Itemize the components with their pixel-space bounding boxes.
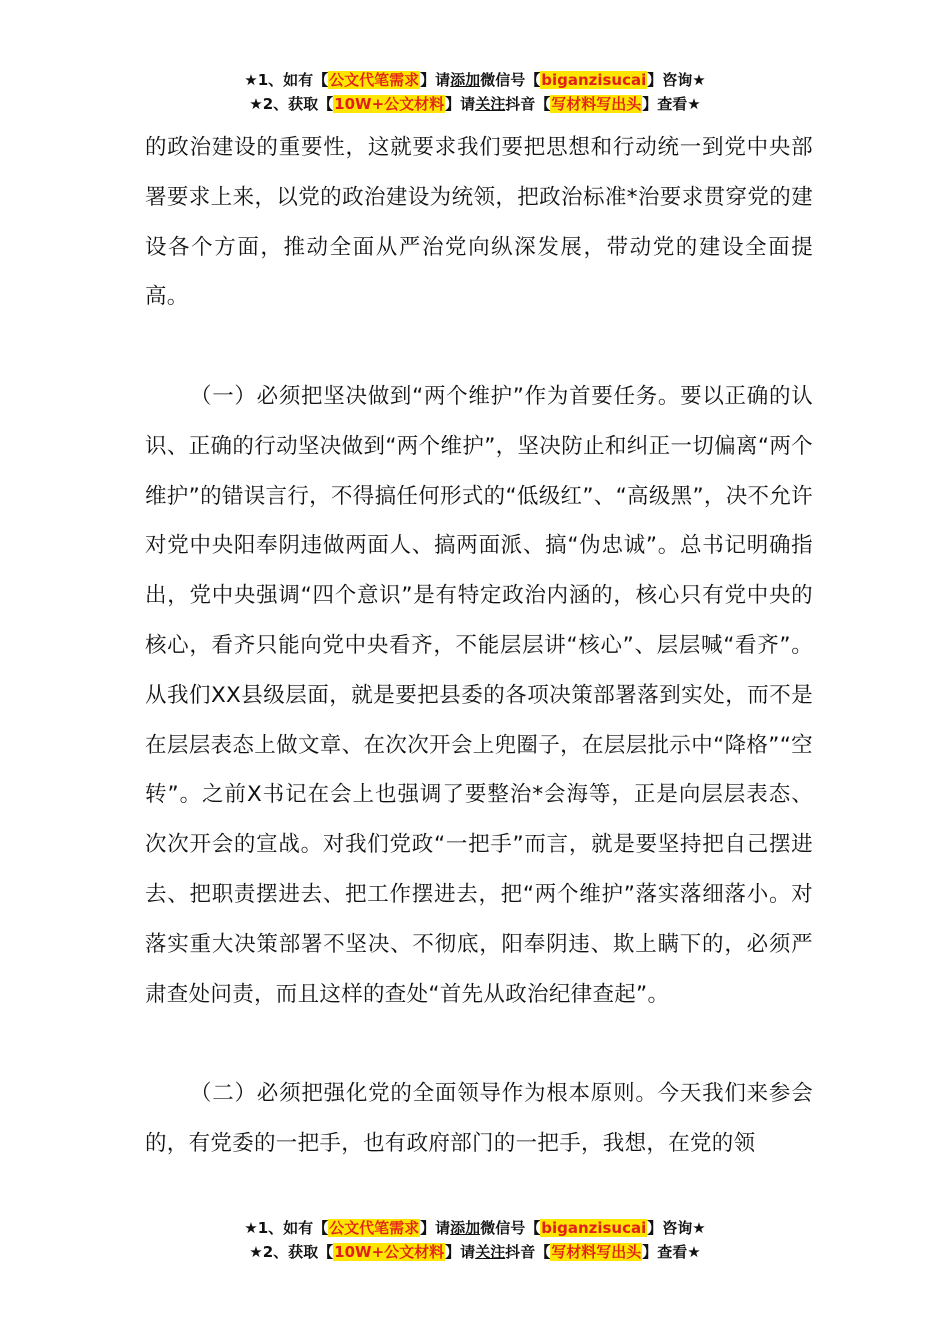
star-icon: ★	[249, 95, 263, 113]
promo-text: 】请	[420, 1219, 451, 1237]
promo-text: 1、如有【	[257, 1219, 329, 1237]
paragraph-continuation: 的政治建设的重要性，这就要求我们要把思想和行动统一到党中央部署要求上来，以党的政治建设为统领，把政治标准*治要求贯穿党的建设各个方面，推动全面从严治党向纵深发展，带动党的建设全面提高。	[145, 135, 813, 310]
star-icon: ★	[687, 1243, 701, 1261]
star-icon: ★	[244, 71, 258, 89]
promo-underlined: 添加	[450, 71, 481, 89]
promo-text: 微信号【	[480, 1219, 541, 1237]
star-icon: ★	[244, 1219, 258, 1237]
promo-text: 】请	[445, 1243, 476, 1261]
promo-underlined: 关注	[475, 95, 506, 113]
star-icon: ★	[692, 71, 706, 89]
promo-line-2	[0, 1240, 950, 1264]
promo-text: 2、获取【	[262, 95, 334, 113]
promo-highlight: 10W+公文材料	[334, 1243, 445, 1261]
promo-highlight-douyin: 写材料写出头	[551, 95, 642, 113]
promo-line-1	[0, 68, 950, 92]
header-promo-banner	[0, 68, 950, 116]
promo-line-2	[0, 92, 950, 116]
star-icon: ★	[249, 1243, 263, 1261]
promo-highlight-wechat: biganzisucai	[541, 71, 647, 89]
promo-text: 】咨询	[647, 1219, 693, 1237]
promo-highlight: 公文代笔需求	[329, 71, 420, 89]
promo-underlined: 关注	[475, 1243, 506, 1261]
promo-line-1	[0, 1216, 950, 1240]
promo-text: 微信号【	[480, 71, 541, 89]
promo-highlight: 公文代笔需求	[329, 1219, 420, 1237]
paragraph-section-2: （二）必须把强化党的全面领导作为根本原则。今天我们来参会的，有党委的一把手，也有政府部门的一把手，我想，在党的领	[145, 1081, 813, 1156]
promo-text: 抖音【	[505, 1243, 551, 1261]
promo-text: 抖音【	[505, 95, 551, 113]
promo-text: 】查看	[642, 95, 688, 113]
promo-text: 】咨询	[647, 71, 693, 89]
promo-text: 2、获取【	[262, 1243, 334, 1261]
promo-text: 】请	[420, 71, 451, 89]
promo-text: 】请	[445, 95, 476, 113]
footer-promo-banner	[0, 1216, 950, 1264]
promo-text: 1、如有【	[257, 71, 329, 89]
star-icon: ★	[692, 1219, 706, 1237]
document-body	[145, 123, 813, 1169]
promo-highlight-wechat: biganzisucai	[541, 1219, 647, 1237]
promo-underlined: 添加	[450, 1219, 481, 1237]
promo-highlight: 10W+公文材料	[334, 95, 445, 113]
promo-highlight-douyin: 写材料写出头	[551, 1243, 642, 1261]
paragraph-section-1: （一）必须把坚决做到“两个维护”作为首要任务。要以正确的认识、正确的行动坚决做到“两个维护”，坚决防止和纠正一切偏离“两个维护”的错误言行，不得搞任何形式的“低级红”、“高级黑”，决不允许对党中央阳奉阴违做两面人、搞两面派、搞“伪忠诚”。总书记明确指出，党中央强调“四个意识”是有特定政治内涵的，核心只有党中央的核心，看齐只能向党中央看齐，不能层层讲“核心”、层层喊“看齐”。从我们XX县级层面，就是要把县委的各项决策部署落到实处，而不是在层层表态上做文章、在次次开会上兜圈子，在层层批示中“降格”“空转”。之前X书记在会上也强调了要整治*会海等，正是向层层表态、次次开会的宣战。对我们党政“一把手”而言，就是要坚持把自己摆进去、把职责摆进去、把工作摆进去，把“两个维护”落实落细落小。对落实重大决策部署不坚决、不彻底，阳奉阴违、欺上瞒下的，必须严肃查处问责，而且这样的查处“首先从政治纪律查起”。	[145, 383, 814, 1007]
star-icon: ★	[687, 95, 701, 113]
promo-text: 】查看	[642, 1243, 688, 1261]
